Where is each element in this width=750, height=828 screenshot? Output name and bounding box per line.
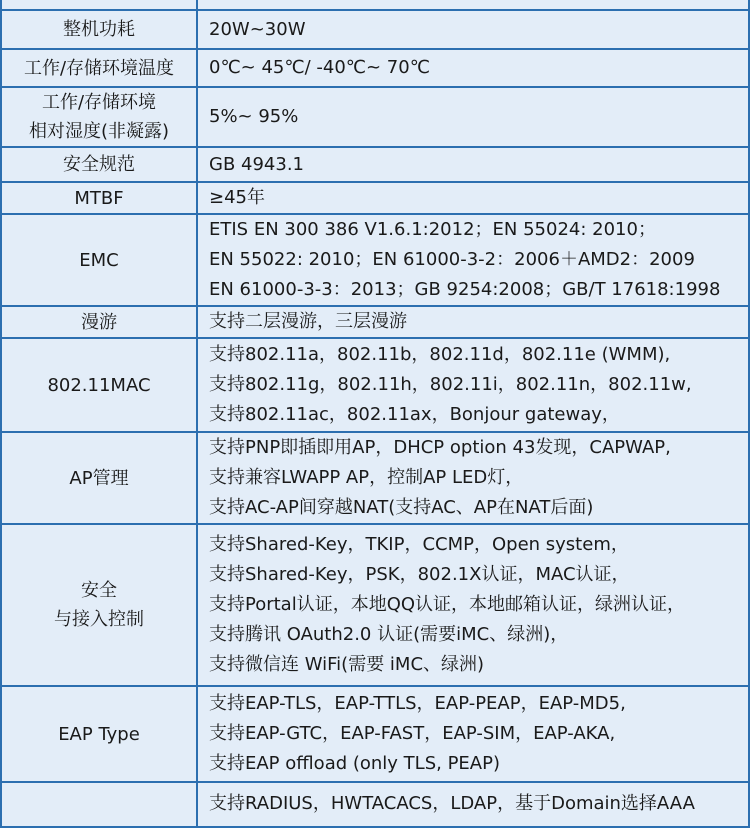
table-row [1,782,749,827]
row-label: 整机功耗 [1,10,197,49]
row-label: 漫游 [1,306,197,338]
row-label: AP管理 [1,432,197,524]
table-row [1,49,749,87]
row-value [197,10,749,49]
row-value [197,214,749,306]
table-row [1,686,749,782]
row-value [197,686,749,782]
value-line: 支持腾讯 OAuth2.0 认证(需要iMC、绿洲)， [209,624,569,645]
table-row [1,182,749,214]
value-line: 支持EAP offload (only TLS, PEAP) [209,753,500,774]
value-line: 支持兼容LWAPP AP，控制AP LED灯， [209,467,524,488]
table-row [1,432,749,524]
value-line: 支持Shared-Key，PSK，802.1X认证，MAC认证， [209,564,630,585]
row-value [197,147,749,182]
value-line: 支持EAP-GTC，EAP-FAST，EAP-SIM，EAP-AKA, [209,723,616,744]
value-line: 支持802.11a，802.11b，802.11d，802.11e (WMM), [209,344,671,365]
table-row [1,338,749,432]
value-line: EN 61000-3-3：2013；GB 9254:2008；GB/T 17618:1998 [209,279,721,300]
row-label: 安全规范 [1,147,197,182]
row-label: 安全 与接入控制 [1,524,197,686]
row-label [1,782,197,827]
row-value [197,306,749,338]
value-line: 支持RADIUS，HWTACACS，LDAP，基于Domain选择AAA [209,793,695,814]
row-value [197,338,749,432]
table-row-partial [1,0,749,10]
value-line: 支持Portal认证，本地QQ认证，本地邮箱认证，绿洲认证， [209,594,686,615]
table-row [1,10,749,49]
value-line: 20W~30W [209,18,306,40]
value-line: 支持802.11g，802.11h，802.11i，802.11n，802.11w, [209,374,692,395]
row-label: EMC [1,214,197,306]
row-label: MTBF [1,182,197,214]
row-value [197,782,749,827]
value-line: 5%~ 95% [209,106,299,127]
row-label: 工作/存储环境温度 [1,49,197,87]
row-value-cut [197,0,749,10]
value-line: 支持微信连 WiFi(需要 iMC、绿洲) [209,654,485,675]
row-value [197,182,749,214]
value-line: 支持Shared-Key，TKIP，CCMP，Open system， [209,534,629,555]
value-line: ≥45年 [209,187,265,208]
value-line: EN 55022: 2010；EN 61000-3-2：2006＋AMD2：2009 [209,249,695,270]
table-row [1,147,749,182]
row-value [197,524,749,686]
row-label: 802.11MAC [1,338,197,432]
row-label: 工作/存储环境 相对湿度(非凝露) [1,87,197,147]
value-line: ETIS EN 300 386 V1.6.1:2012；EN 55024: 2010； [209,219,656,240]
value-line: 支持二层漫游，三层漫游 [209,311,407,332]
table-row [1,306,749,338]
row-label-cut [1,0,197,10]
value-line: 支持802.11ac，802.11ax，Bonjour gateway， [209,404,620,425]
row-label: EAP Type [1,686,197,782]
row-value [197,49,749,87]
value-line: GB 4943.1 [209,153,305,175]
value-line: 支持PNP即插即用AP，DHCP option 43发现，CAPWAP, [209,437,671,458]
table-row [1,87,749,147]
value-line: 支持EAP-TLS，EAP-TTLS，EAP-PEAP，EAP-MD5, [209,693,626,714]
row-value [197,87,749,147]
value-line: 支持AC-AP间穿越NAT(支持AC、AP在NAT后面) [209,497,594,518]
spec-table-body [1,0,749,827]
table-row [1,524,749,686]
row-value [197,432,749,524]
table-row [1,214,749,306]
value-line: 0℃~ 45℃/ -40℃~ 70℃ [209,57,430,78]
